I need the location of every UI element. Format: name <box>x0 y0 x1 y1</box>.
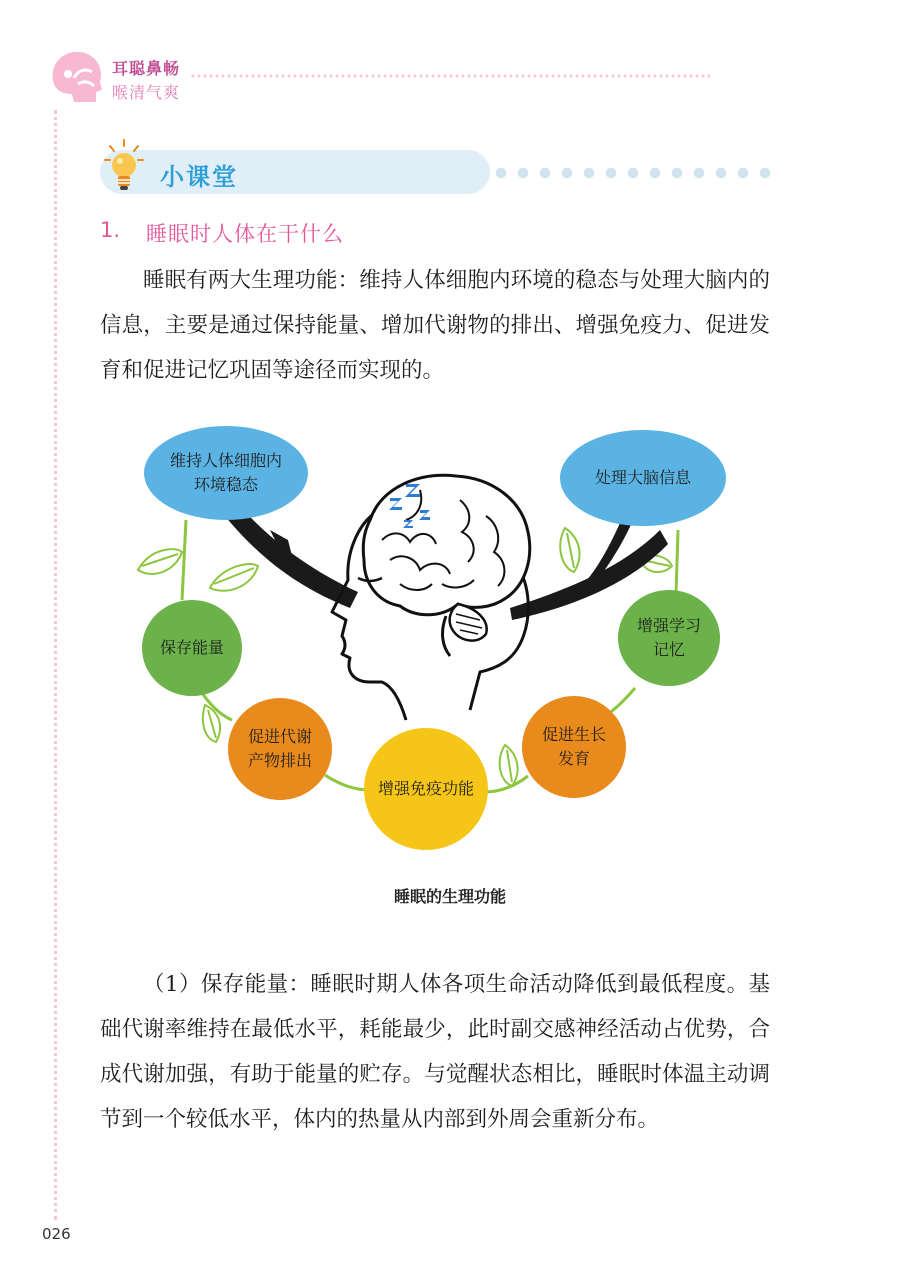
brand-line-1: 耳聪鼻畅 <box>112 59 181 78</box>
leaf-icon <box>210 564 258 591</box>
energy-paragraph: （1）保存能量：睡眠时期人体各项生命活动降低到最低程度。基础代谢率维持在最低水平，耗能最少，此时副交感神经活动占优势，合成代谢加强，有助于能量的贮存。与觉醒状态相比，睡眠时体温主动调节到一个较低水平，体内的热量从内部到外周会重新分布。 <box>100 972 770 1132</box>
node-immunity-label: 增强免疫功能 <box>377 779 474 798</box>
node-brain-info <box>560 430 726 526</box>
section-title: 小课堂 <box>160 163 238 191</box>
node-brain-info-label: 处理大脑信息 <box>594 468 691 487</box>
brain-illustration <box>363 475 529 656</box>
margin-dotted-rule <box>54 110 57 1220</box>
node-metabolite <box>228 698 332 800</box>
node-metabolite-label: 促进代谢产物排出 <box>247 727 312 770</box>
subsection-number: 1. <box>100 218 121 242</box>
connector-line <box>182 520 186 600</box>
brand-line-2: 喉清气爽 <box>112 83 181 102</box>
connector-line <box>676 530 678 595</box>
node-save-energy <box>142 600 242 696</box>
node-learning-label: 增强学习记忆 <box>636 616 701 659</box>
section-dotted-trail <box>490 166 780 180</box>
leaf-icon <box>138 549 182 574</box>
figure-caption: 睡眠的生理功能 <box>393 887 506 906</box>
node-homeostasis <box>144 426 308 520</box>
node-growth-label: 促进生长发育 <box>541 725 606 768</box>
node-growth <box>522 696 626 798</box>
header-dotted-line <box>190 73 710 79</box>
node-save-energy-label: 保存能量 <box>159 638 224 657</box>
node-learning <box>618 590 720 686</box>
section-title-pill <box>100 150 490 194</box>
intro-paragraph: 睡眠有两大生理功能：维持人体细胞内环境的稳态与处理大脑内的信息，主要是通过保持能量、增加代谢物的排出、增强免疫力、促进发育和促进记忆巩固等途径而实现的。 <box>100 268 770 383</box>
subsection-title: 睡眠时人体在干什么 <box>146 222 344 246</box>
head-logo-icon <box>44 44 108 108</box>
sleep-function-diagram <box>120 420 760 860</box>
node-immunity <box>364 728 488 850</box>
node-homeostasis-label: 维持人体细胞内环境稳态 <box>169 451 282 494</box>
page-number: 026 <box>42 1225 71 1243</box>
lightbulb-icon <box>102 138 146 198</box>
